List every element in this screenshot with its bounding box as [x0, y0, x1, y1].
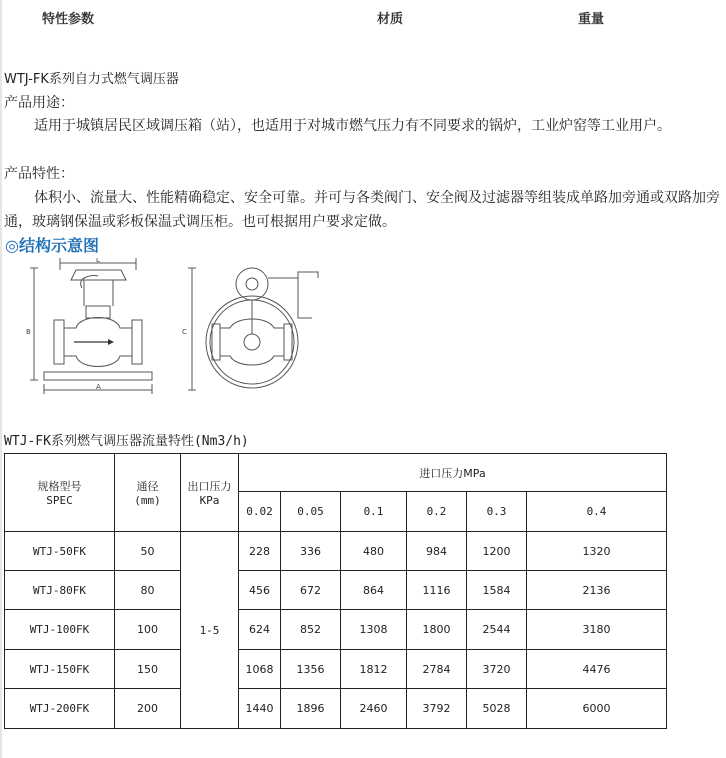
product-title: WTJ-FK系列自力式燃气调压器 [4, 72, 179, 87]
header-inlet-value: 0.4 [527, 492, 667, 532]
dim-label-c: C [182, 328, 187, 336]
usage-text: 适用于城镇居民区域调压箱（站），也适用于对城市燃气压力有不同要求的锅炉，工业炉窑等工业用户。 [34, 118, 671, 134]
dim-label-b: B [26, 328, 31, 336]
header-inlet-value: 0.3 [467, 492, 527, 532]
cell-flow: 864 [341, 571, 407, 610]
cell-flow: 984 [407, 532, 467, 571]
cell-flow: 1800 [407, 610, 467, 650]
cell-flow: 1200 [467, 532, 527, 571]
cell-model: WTJ-50FK [5, 532, 115, 571]
header-model-en: SPEC [46, 494, 73, 507]
cell-bore: 100 [115, 610, 181, 650]
cell-flow: 480 [341, 532, 407, 571]
header-model [5, 454, 115, 532]
table-row [5, 532, 667, 571]
cell-bore: 150 [115, 650, 181, 689]
table-row [5, 689, 667, 729]
cell-flow: 1584 [467, 571, 527, 610]
cell-flow: 2784 [407, 650, 467, 689]
header-inlet-pressure: 进口压力MPa [239, 454, 667, 492]
tab-weight[interactable]: 重量 [578, 12, 605, 27]
cell-flow: 1896 [281, 689, 341, 729]
spec-tab-bar [0, 0, 726, 36]
cell-flow: 672 [281, 571, 341, 610]
cell-flow: 2460 [341, 689, 407, 729]
cell-flow: 2136 [527, 571, 667, 610]
structure-heading: ◎结构示意图 [5, 236, 99, 255]
cell-flow: 1068 [239, 650, 281, 689]
cell-bore: 200 [115, 689, 181, 729]
cell-flow: 6000 [527, 689, 667, 729]
header-inlet-value: 0.1 [341, 492, 407, 532]
table-row [5, 571, 667, 610]
header-bore-label: 通径 [136, 480, 159, 493]
header-bore [115, 454, 181, 532]
table-row [5, 610, 667, 650]
header-outlet-pressure [181, 454, 239, 532]
cell-flow: 3720 [467, 650, 527, 689]
features-label: 产品特性： [4, 166, 74, 182]
cell-model: WTJ-200FK [5, 689, 115, 729]
flow-characteristics-table [4, 453, 667, 729]
cell-flow: 1356 [281, 650, 341, 689]
cell-flow: 1116 [407, 571, 467, 610]
page-left-border [0, 0, 2, 758]
cell-flow: 1308 [341, 610, 407, 650]
header-inlet-value: 0.02 [239, 492, 281, 532]
cell-flow: 228 [239, 532, 281, 571]
side-view-drawing [26, 258, 152, 394]
tab-material[interactable]: 材质 [377, 12, 404, 27]
cell-bore: 50 [115, 532, 181, 571]
structure-diagram [16, 258, 326, 400]
cell-flow: 624 [239, 610, 281, 650]
cell-model: WTJ-80FK [5, 571, 115, 610]
cell-model: WTJ-100FK [5, 610, 115, 650]
cell-flow: 336 [281, 532, 341, 571]
tab-parameters[interactable]: 特性参数 [42, 12, 95, 27]
dim-label-l: L [96, 258, 100, 264]
header-model-cn: 规格型号 [37, 480, 82, 493]
cell-model: WTJ-150FK [5, 650, 115, 689]
dim-label-a: A [96, 383, 101, 391]
header-bore-unit: (mm) [134, 494, 161, 507]
cell-flow: 3180 [527, 610, 667, 650]
header-outlet-unit: KPa [199, 494, 220, 507]
header-inlet-value: 0.05 [281, 492, 341, 532]
cell-outlet-range: 1-5 [181, 532, 239, 729]
header-outlet-label: 出口压力 [187, 480, 232, 493]
cell-flow: 2544 [467, 610, 527, 650]
cell-flow: 3792 [407, 689, 467, 729]
cell-flow: 1812 [341, 650, 407, 689]
table-caption: WTJ-FK系列燃气调压器流量特性(Nm3/h) [4, 434, 249, 449]
cell-flow: 456 [239, 571, 281, 610]
front-view-drawing [182, 268, 318, 390]
cell-flow: 4476 [527, 650, 667, 689]
cell-flow: 852 [281, 610, 341, 650]
features-text: 体积小、流量大、性能精确稳定、安全可靠。并可与各类阀门、安全阀及过滤器等组装成单路加旁通或双路加旁通，玻璃钢保温或彩板保温式调压柜。也可根据用户要求定做。 [4, 190, 720, 230]
cell-flow: 1440 [239, 689, 281, 729]
usage-label: 产品用途： [4, 95, 74, 111]
table-row [5, 650, 667, 689]
cell-bore: 80 [115, 571, 181, 610]
header-inlet-value: 0.2 [407, 492, 467, 532]
cell-flow: 5028 [467, 689, 527, 729]
cell-flow: 1320 [527, 532, 667, 571]
